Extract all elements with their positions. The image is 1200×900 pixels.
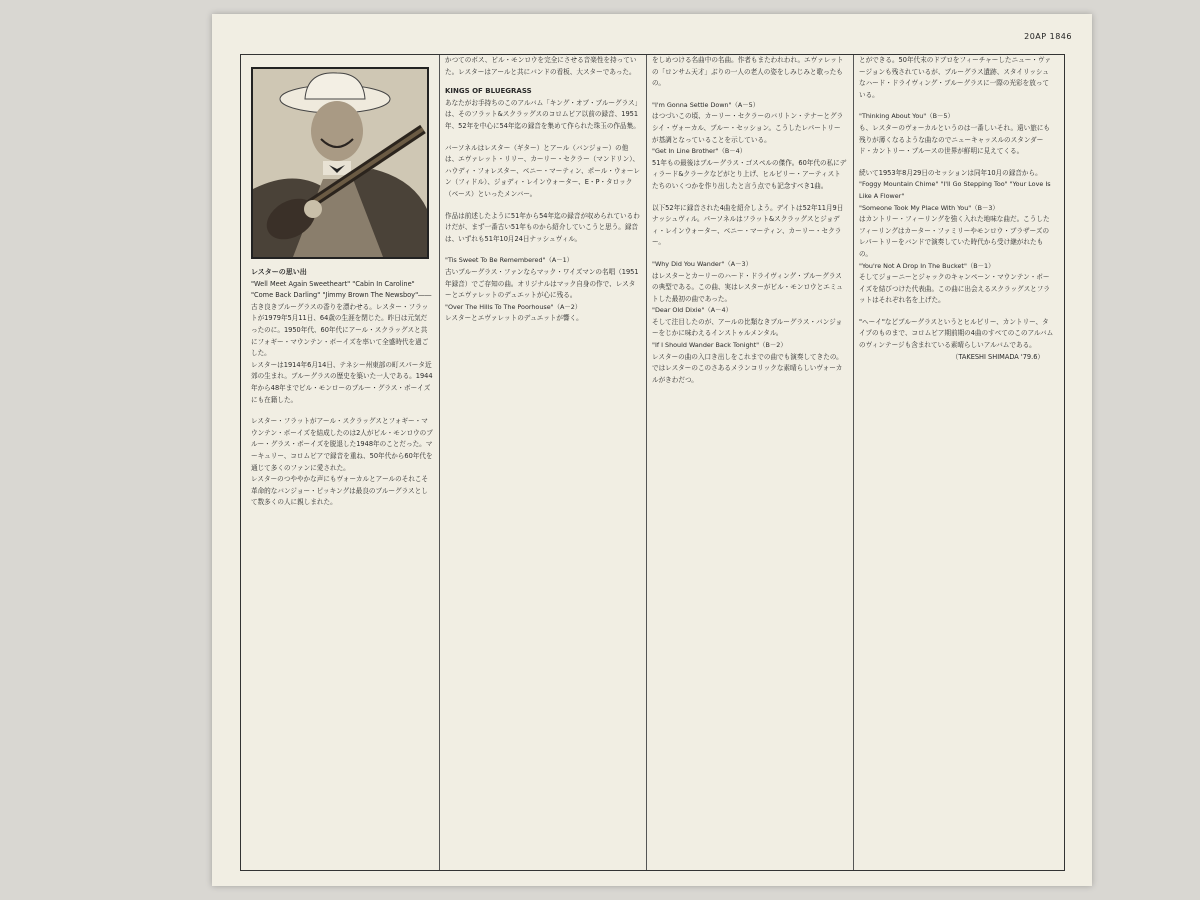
liner-notes-frame — [240, 54, 1065, 871]
song-title: "Someone Took My Place With You"（B－3） — [859, 203, 999, 212]
paragraph: レスターとエヴァレットのデュエットが響く。 — [445, 314, 583, 323]
column-2 — [445, 55, 640, 870]
section-heading: レスターの思い出 — [251, 268, 307, 276]
paragraph: 古いブルーグラス・ファンならマック・ワイズマンの名唱（1951年録音）でご存知の曲。オリジナルはマック自身の作で、レスターとエヴァレットのデュエットが心に残る。 — [445, 267, 639, 300]
column-1 — [251, 55, 433, 870]
song-title: "If I Should Wander Back Tonight"（B－2） — [652, 341, 787, 350]
paragraph: そして注目したのが、アールの比類なきブルーグラス・バンジョーをじかに味わえるインストゥルメンタル。 — [652, 317, 843, 338]
song-title: "Tis Sweet To Be Remembered"（A－1） — [445, 256, 574, 265]
column-3 — [652, 55, 847, 870]
paragraph: レスターの曲の入口き出しをこれまでの曲でも演奏してきたの。ではレスターのこのさあるメランコリックな素晴らしいヴォーカルがきわだつ。 — [652, 352, 843, 384]
paragraph: レスターのつややかな声にもヴォーカルとアールのそれこそ革命的なバンジョー・ピッキングは最良のブルーグラスとして数多くの人に親しまれた。 — [251, 475, 429, 507]
column-divider — [439, 55, 440, 870]
paragraph: レスター・フラットがアール・スクラッグスとフォギー・マウンテン・ボーイズを結成したのは2人がビル・モンロウのブルー・グラス・ボーイズを脱退した1948年のことだった。マーキュリー、コロムビアで録音を重ね、50年代から60年代を通じて多くのファンに愛された。 — [251, 417, 433, 472]
song-title: "You're Not A Drop In The Bucket"（B－1） — [859, 261, 995, 270]
song-title: "Over The Hills To The Poorhouse"（A－2） — [445, 302, 582, 311]
paragraph: あなたがお手持ちのこのアルバム「キング・オブ・ブルーグラス」は、そのフラット&スクラッグスのコロムビア以前の録音、1951年、52年を中心に54年迄の録音を集めて作られた珠玉の作品集。 — [445, 98, 640, 130]
song-title: "Dear Old Dixie"（A－4） — [652, 306, 732, 315]
column-divider — [646, 55, 647, 870]
paragraph: も、レスターのヴォーカルというのは一番しいそれ。遠い旅にも残りが薄くなるような曲なのでニューキャッスルのスタンダード・カントリー・ブルースの世界が鮮明に見えてくる。 — [859, 123, 1051, 156]
paragraph: かつてのボス、ビル・モンロウを完全にさせる音楽性を持っていた。レスターはアールと共にバンドの看板、大スターであった。 — [445, 56, 637, 76]
author-signature: （TAKESHI SHIMADA '79.6） — [951, 352, 1044, 361]
paragraph: をしめつける名曲中の名曲。作者もまたわれわれ。エヴァレットの「ロンサム天才」ぶりの一人の老人の姿をしみじみと歌ったもの。 — [652, 56, 844, 88]
paragraph: 以下52年に録音された4曲を紹介しよう。デイトは52年11月9日ナッシュヴィル。パーソネルはフラット&スクラッグスとジョディ・レインウォーター、ベニー・マーティン、カーリー・セクラー。 — [652, 203, 844, 247]
column-divider — [853, 55, 854, 870]
paragraph: はつづいこの頃、カーリー・セクラーのバリトン・テナーとグラシイ・ヴォーカル、ブルー・セッション。こうしたレパートリーが基調となっていることを示している。 — [652, 112, 844, 144]
liner-notes-sheet — [212, 14, 1092, 886]
paragraph: 作品は前述したように51年から54年迄の録音が収められているわけだが、まず一番古い51年ものから紹介していこうと思う。録音は、いずれも51年10月24日ナッシュヴィル。 — [445, 211, 640, 243]
paragraph: "ヘーイ"などブルーグラスというとヒルビリー、カントリー、タイプのものまで、コロムビア期前期の4曲のすべてのこのアルバムのヴィンテージも含まれている素晴らしいアルバムである。 — [859, 317, 1054, 350]
song-title: "Thinking About You"（B－5） — [859, 112, 954, 121]
lester-flatt-photo — [251, 67, 429, 259]
song-title: "Foggy Mountain Chime" "I'll Go Stepping Too" "Your Love Is Like A Flower" — [859, 180, 1051, 200]
paragraph: バーソネルはレスター（ギター）とアール（バンジョー）の他は、エヴァレット・リリー、カーリー・セクラー（マンドリン）、ハウディ・フォレスター、ベニー・マーティン、ポール・ウォーレン（フィドル）、ジョディ・レインウォーター、E・P・タロック（ベース）といったメンバー。 — [445, 143, 640, 198]
paragraph: はカントリー・フィーリングを強く入れた地味な曲だ。こうしたフィーリングはカーター・ファミリーやモンロウ・ブラザーズのレパートリーをバンドで演奏していた時代から受け継がれたもの。 — [859, 215, 1050, 258]
lester-flatt-portrait-illustration — [253, 69, 427, 257]
paragraph: そしてジョーニーとジャックのキャンペーン・マウンテン・ボーイズを結びつけた代表曲。この曲に出会えるスクラッグスとフラットはそれぞれ名を上げた。 — [859, 273, 1050, 305]
paragraph: はレスターとカーリーのハード・ドライヴィング・ブルーグラスの典型である。この曲、実はレスターがビル・モンロウとエミュトした最初の曲であった。 — [652, 271, 843, 303]
section-heading: KINGS OF BLUEGRASS — [445, 87, 532, 96]
paragraph: 51年もの最後はブルーグラス・ゴスペルの傑作。60年代の私にディラード&クラークなどがとり上げ、ヒルビリー・アーティストたちのいくつかを作り出したと言う点でも記念すべき1曲。 — [652, 158, 847, 190]
paragraph: とができる。50年代末のドブロをフィーチャーしたニュー・ヴァージョンも残されているが、ブルーグラス遺跡、スタイリッシュなハード・ドライヴィング・ブルーグラスに一際の光彩を放っている。 — [859, 56, 1052, 99]
song-title: "Why Did You Wander"（A－3） — [652, 259, 752, 268]
column-4 — [859, 55, 1054, 870]
paragraph: レスターは1914年6月14日、テネシー州東部の町スパータ近郊の生まれ。ブルーグラスの歴史を築いた一人である。1944年から48年までビル・モンローのブルー・グラス・ボーイズにも在籍した。 — [251, 360, 433, 404]
paragraph: "Well Meet Again Sweetheart" "Cabin In Caroline" "Come Back Darling" "Jimmy Brown The Newsboy"――古き良きブルーグラスの香りを漂わせる。レスター・フラットが1979年5月11日、64歳の生涯を閉じた。昨日は元気だったのに。1950年代、60年代にアール・スクラッグスと共にフォギー・マウンテン・ボーイズを率いて全盛時代を過ごした。 — [251, 279, 432, 358]
song-title: "Get In Line Brother"（B－4） — [652, 147, 747, 156]
paragraph: 続いて1953年8月29日のセッションは同年10月の録音から。 — [859, 168, 1042, 177]
catalog-number: 20AP 1846 — [1024, 32, 1072, 41]
song-title: "I'm Gonna Settle Down"（A－5） — [652, 100, 760, 109]
